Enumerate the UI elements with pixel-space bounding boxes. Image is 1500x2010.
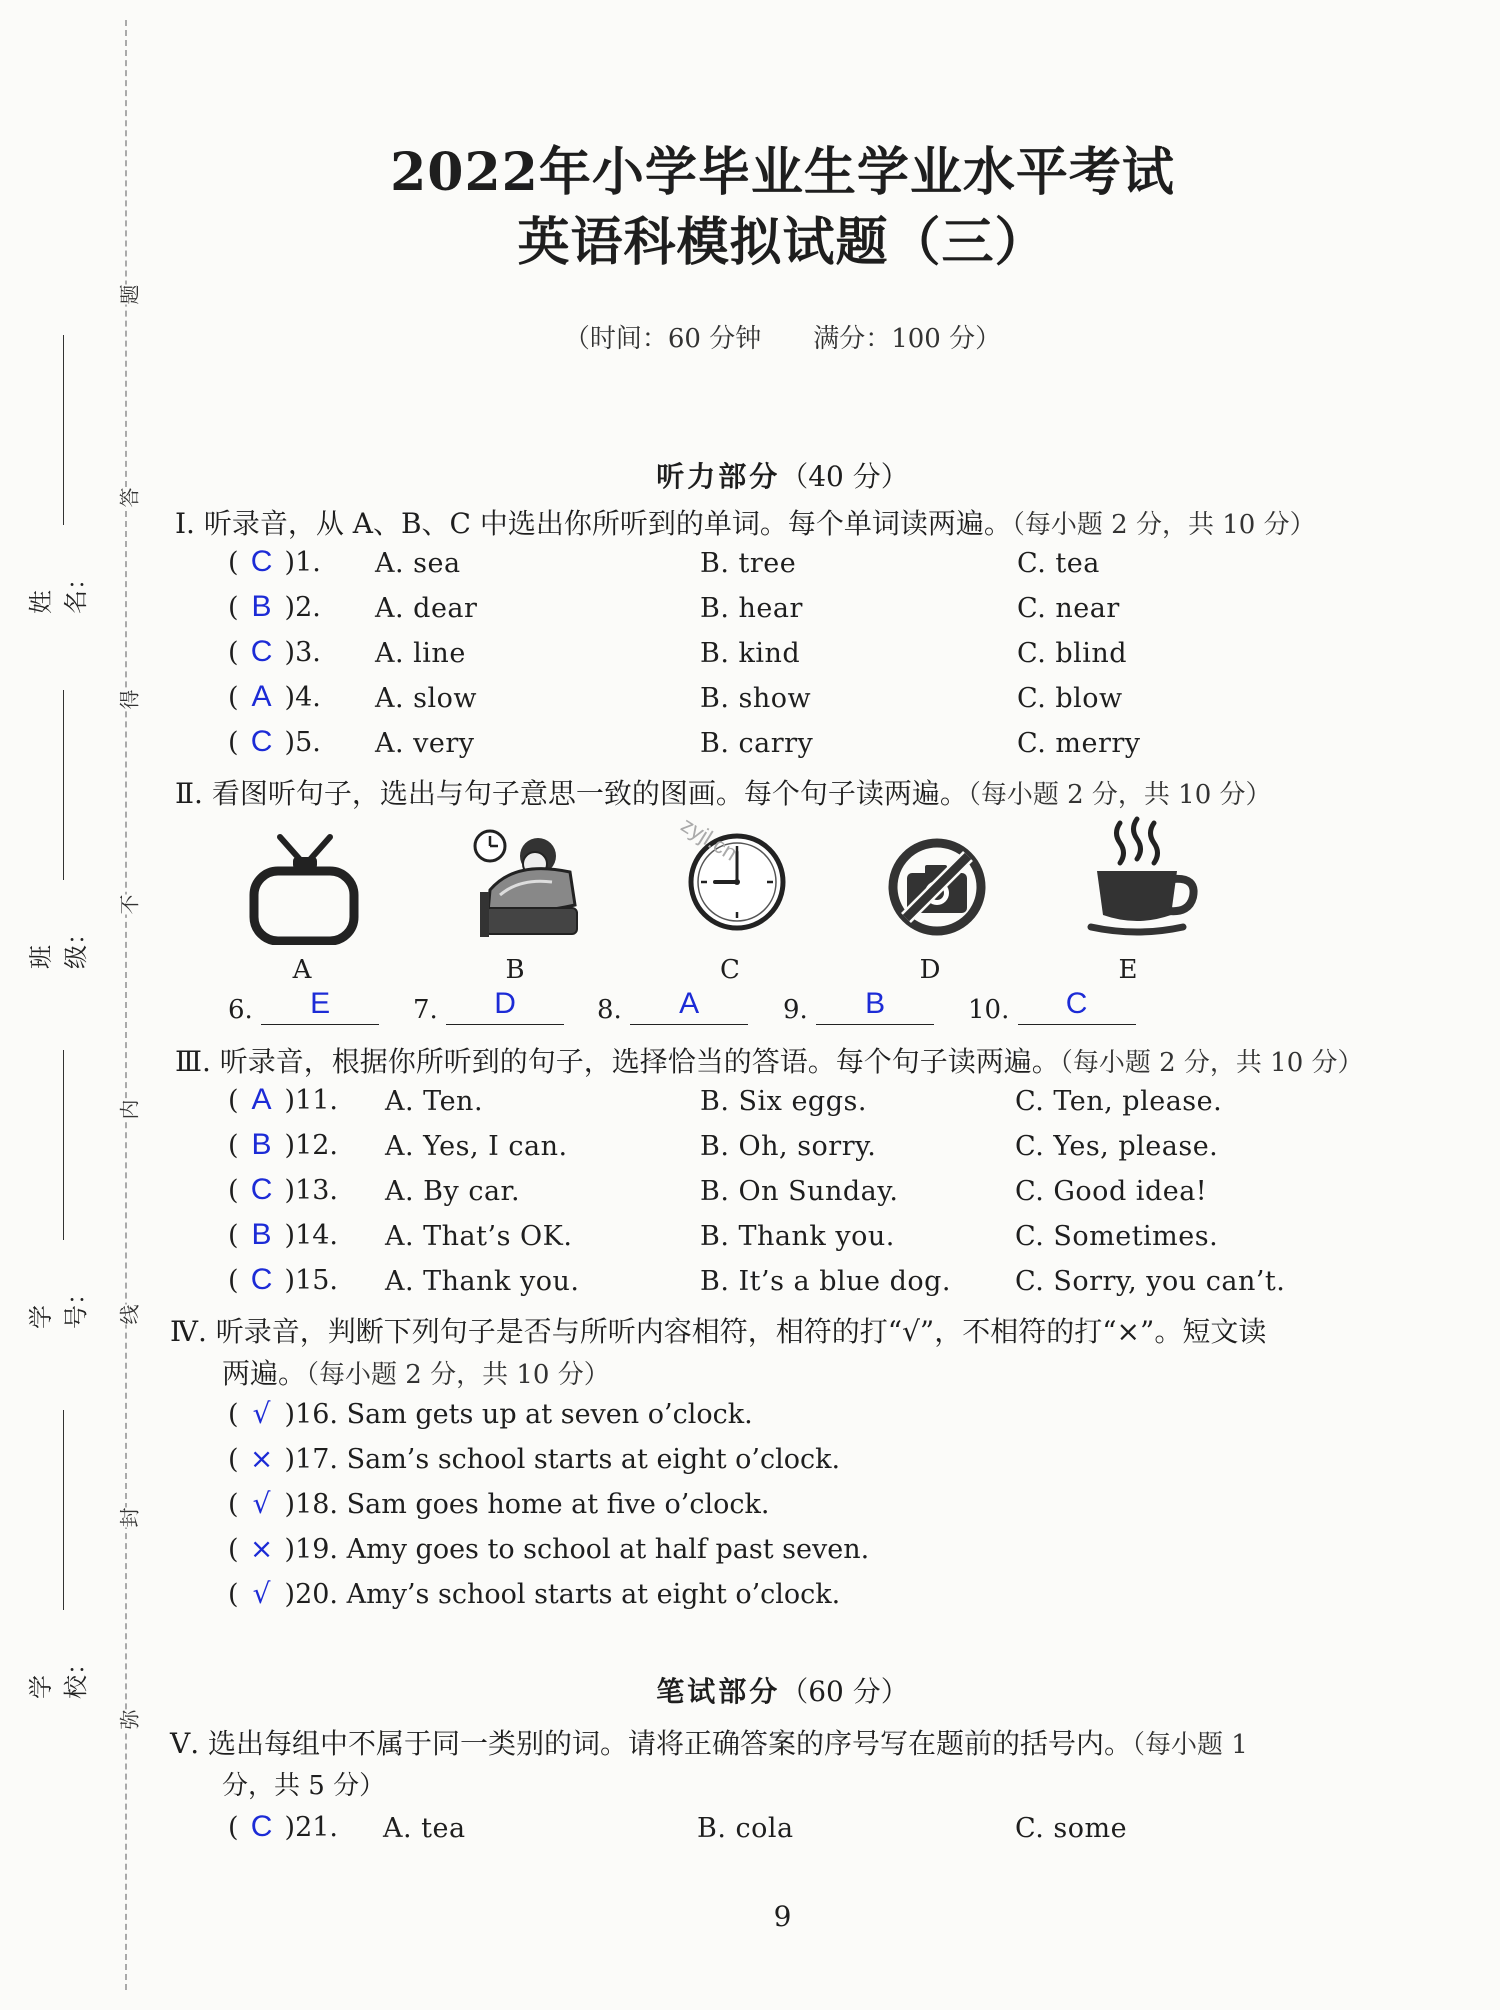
no-camera-icon xyxy=(885,835,990,940)
section3-instruction: Ⅲ. 听录音，根据你所听到的句子，选择恰当的答语。每个句子读两遍。（每小题 2 分，共 10 分） xyxy=(175,1045,1364,1078)
option-c: C. tea xyxy=(1017,548,1100,579)
section2-instruction: Ⅱ. 看图听句子，选出与句子意思一致的图画。每个句子读两遍。（每小题 2 分，共 10 分） xyxy=(175,777,1272,810)
exam-title-line2: 英语科模拟试题（三） xyxy=(517,212,1048,273)
option-b: B. Six eggs. xyxy=(700,1086,867,1117)
section4-points: （每小题 2 分，共 10 分） xyxy=(306,1360,610,1390)
picture-label: A xyxy=(292,955,312,985)
answer-mark[interactable]: C xyxy=(250,635,273,668)
question-row: ( C )15. xyxy=(228,1263,339,1296)
hot-drink-cup-icon xyxy=(1085,815,1200,940)
option-c: C. Sometimes. xyxy=(1015,1221,1219,1252)
answer-blank[interactable]: B xyxy=(816,990,934,1025)
blank-9: 9. B xyxy=(783,990,934,1025)
option-a: A. That’s OK. xyxy=(385,1221,573,1252)
option-a: A. Yes, I can. xyxy=(385,1131,568,1162)
answer-mark[interactable]: √ xyxy=(252,1397,271,1430)
judgment-row: ( √ )16. Sam gets up at seven o’clock. xyxy=(228,1397,753,1430)
answer-mark[interactable]: B xyxy=(251,590,272,623)
name-label: 姓名： xyxy=(27,566,90,614)
option-c: C. blind xyxy=(1017,638,1128,669)
picture-label: E xyxy=(1118,955,1138,985)
option-a: A. very xyxy=(375,728,475,759)
question-row: ( B )2. xyxy=(228,590,321,623)
answer-mark[interactable]: √ xyxy=(252,1577,271,1610)
option-c: C. Good idea! xyxy=(1015,1176,1208,1207)
listening-score: （40 分） xyxy=(780,460,909,493)
picture-label: D xyxy=(919,955,941,985)
listening-heading-text: 听力部分 xyxy=(656,460,781,493)
question-row: ( C )21. xyxy=(228,1810,339,1843)
option-b: B. Thank you. xyxy=(700,1221,895,1252)
judgment-row: ( × )19. Amy goes to school at half past seven. xyxy=(228,1532,870,1565)
section1-points: （每小题 2 分，共 10 分） xyxy=(1011,510,1316,540)
seal-char: 线 xyxy=(114,1305,143,1325)
option-c: C. blow xyxy=(1017,683,1123,714)
watermark: zyjl.cn xyxy=(676,812,742,866)
answer-mark[interactable]: B xyxy=(251,1128,272,1161)
option-b: B. hear xyxy=(700,593,803,624)
option-b: B. cola xyxy=(697,1813,794,1844)
option-b: B. show xyxy=(700,683,812,714)
judgment-row: ( √ )18. Sam goes home at five o’clock. xyxy=(228,1487,770,1520)
answer-blank[interactable]: A xyxy=(630,990,748,1025)
option-a: A. line xyxy=(375,638,466,669)
writing-heading xyxy=(0,1670,1500,1710)
option-c: C. merry xyxy=(1017,728,1141,759)
exam-title-line1: 2022年小学毕业生学业水平考试 xyxy=(390,142,1175,203)
option-c: C. near xyxy=(1017,593,1120,624)
picture-label: C xyxy=(720,955,740,985)
option-a: A. By car. xyxy=(385,1176,521,1207)
section4-instruction-line1: Ⅳ. 听录音，判断下列句子是否与所听内容相符，相符的打“√”，不相符的打“×”。短文读 xyxy=(170,1315,1267,1348)
judgment-row: ( √ )20. Amy’s school starts at eight o’clock. xyxy=(228,1577,841,1610)
answer-blank[interactable]: D xyxy=(446,990,564,1025)
sleeping-clock-icon xyxy=(460,820,585,945)
option-c: C. Yes, please. xyxy=(1015,1131,1219,1162)
seal-char: 封 xyxy=(114,1508,143,1528)
answer-mark[interactable]: A xyxy=(251,1083,272,1116)
question-row: ( C )5. xyxy=(228,725,321,758)
answer-mark[interactable]: × xyxy=(249,1532,274,1565)
seal-char: 题 xyxy=(114,285,143,305)
answer-blank[interactable]: C xyxy=(1018,990,1136,1025)
student-number-label: 学号： xyxy=(27,1281,90,1329)
question-row: ( A )11. xyxy=(228,1083,339,1116)
writing-heading-text: 笔试部分 xyxy=(656,1675,781,1708)
question-row: ( C )13. xyxy=(228,1173,339,1206)
answer-mark[interactable]: √ xyxy=(252,1487,271,1520)
listening-heading xyxy=(0,455,1500,495)
seal-char: 内 xyxy=(114,1100,143,1120)
answer-mark[interactable]: C xyxy=(250,1173,273,1206)
option-c: C. some xyxy=(1015,1813,1128,1844)
option-a: A. slow xyxy=(375,683,478,714)
option-a: A. sea xyxy=(375,548,461,579)
class-field[interactable] xyxy=(27,690,90,970)
option-a: A. Thank you. xyxy=(385,1266,580,1297)
option-c: C. Ten, please. xyxy=(1015,1086,1223,1117)
answer-mark[interactable]: C xyxy=(250,725,273,758)
blank-8: 8. A xyxy=(597,990,748,1025)
seal-char: 答 xyxy=(114,488,143,508)
student-number-field[interactable] xyxy=(27,1050,90,1330)
school-field[interactable] xyxy=(27,1410,90,1700)
section2-points: （每小题 2 分，共 10 分） xyxy=(967,780,1272,810)
option-b: B. kind xyxy=(700,638,801,669)
option-b: B. carry xyxy=(700,728,814,759)
answer-mark[interactable]: B xyxy=(251,1218,272,1251)
option-a: A. Ten. xyxy=(385,1086,484,1117)
section4-instruction-line2: 两遍。（每小题 2 分，共 10 分） xyxy=(222,1357,610,1390)
section5-points-cont: 分，共 5 分） xyxy=(222,1771,386,1801)
tv-icon xyxy=(245,825,365,945)
judgment-row: ( × )17. Sam’s school starts at eight o’clock. xyxy=(228,1442,841,1475)
option-b: B. On Sunday. xyxy=(700,1176,899,1207)
question-row: ( B )12. xyxy=(228,1128,339,1161)
writing-score: （60 分） xyxy=(780,1675,909,1708)
picture-label: B xyxy=(505,955,525,985)
page-number: 9 xyxy=(773,1900,792,1933)
seal-char: 弥 xyxy=(114,1710,143,1730)
class-label: 班级： xyxy=(27,921,90,969)
answer-blank[interactable]: E xyxy=(261,990,379,1025)
exam-info: （时间：60 分钟 满分：100 分） xyxy=(563,324,1002,354)
blank-6: 6. E xyxy=(228,990,379,1025)
seal-char: 得 xyxy=(114,690,143,710)
question-row: ( A )4. xyxy=(228,680,321,713)
section3-points: （每小题 2 分，共 10 分） xyxy=(1059,1048,1364,1078)
question-row: ( B )14. xyxy=(228,1218,339,1251)
answer-mark[interactable]: A xyxy=(251,680,272,713)
option-a: A. dear xyxy=(375,593,478,624)
answer-mark[interactable]: C xyxy=(250,1810,273,1843)
option-b: B. Oh, sorry. xyxy=(700,1131,877,1162)
answer-mark[interactable]: × xyxy=(249,1442,274,1475)
school-label: 学校： xyxy=(27,1651,90,1699)
section5-points: （每小题 1 xyxy=(1132,1730,1248,1760)
blank-10: 10. C xyxy=(968,990,1136,1025)
blank-7: 7. D xyxy=(413,990,564,1025)
option-c: C. Sorry, you can’t. xyxy=(1015,1266,1286,1297)
answer-mark[interactable]: C xyxy=(250,545,273,578)
option-b: B. tree xyxy=(700,548,797,579)
section5-instruction: Ⅴ. 选出每组中不属于同一类别的词。请将正确答案的序号写在题前的括号内。（每小题 1 xyxy=(170,1727,1248,1760)
option-a: A. tea xyxy=(383,1813,466,1844)
question-row: ( C )1. xyxy=(228,545,321,578)
question-row: ( C )3. xyxy=(228,635,321,668)
option-b: B. It’s a blue dog. xyxy=(700,1266,951,1297)
answer-mark[interactable]: C xyxy=(250,1263,273,1296)
seal-char: 不 xyxy=(114,895,143,915)
section1-instruction: Ⅰ. 听录音，从 A、B、C 中选出你所听到的单词。每个单词读两遍。（每小题 2 分，共 10 分） xyxy=(175,507,1316,540)
